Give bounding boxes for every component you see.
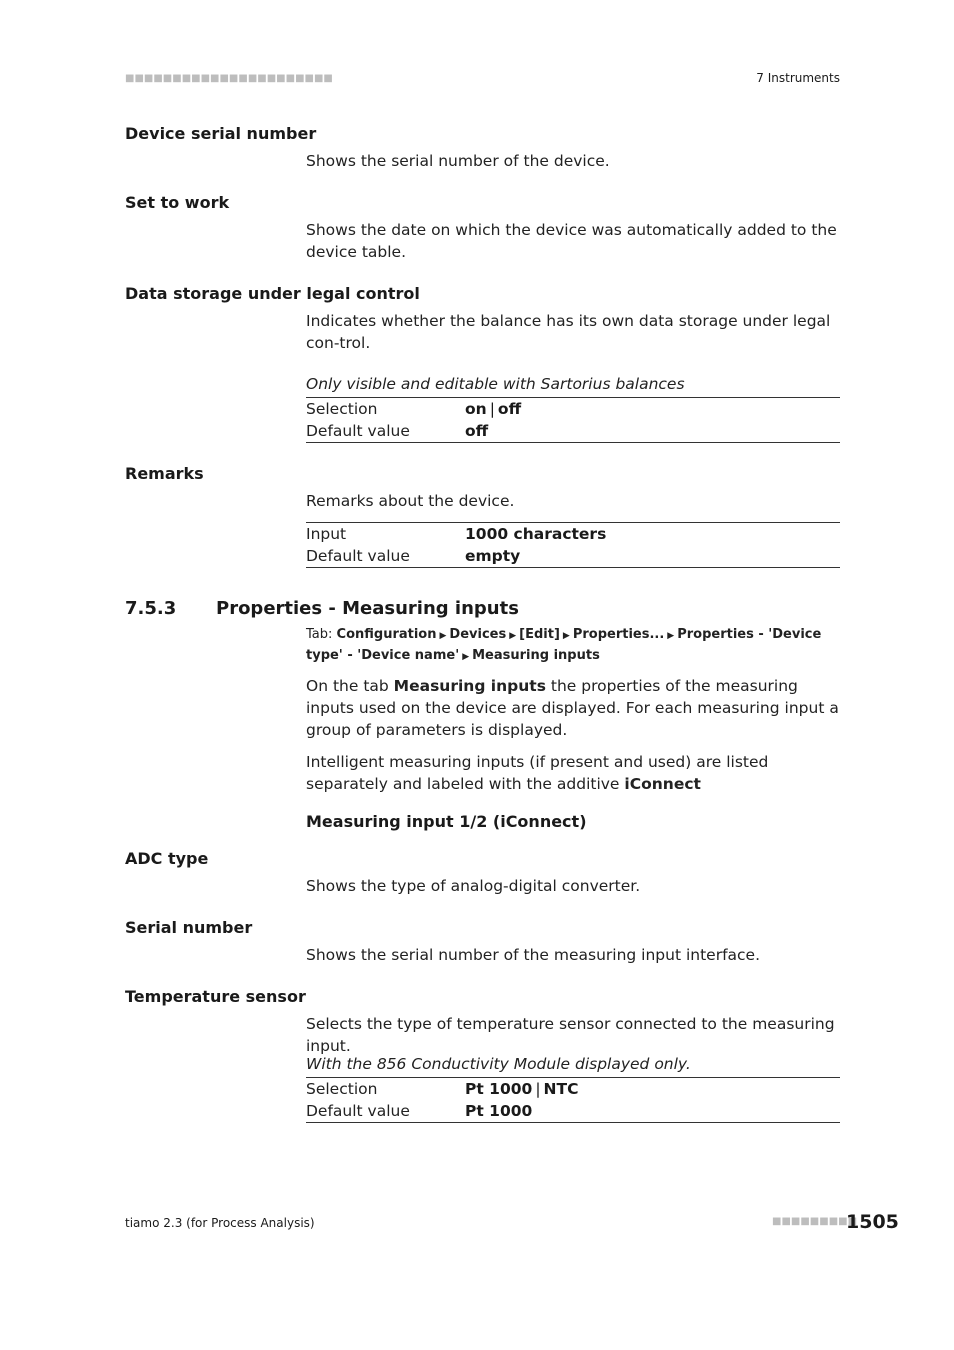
default-label: Default value [306, 422, 410, 440]
term-data-storage: Data storage under legal control [125, 284, 420, 303]
default-value: empty [465, 547, 521, 565]
term-serial-number: Serial number [125, 918, 253, 937]
default-value: Pt 1000 [465, 1102, 533, 1120]
default-value: off [465, 422, 489, 440]
path-prefix: Tab: [306, 627, 333, 642]
table-row [306, 1078, 840, 1100]
term-remarks: Remarks [125, 464, 204, 483]
input-value: 1000 characters [465, 525, 607, 543]
path-item: [Edit] [519, 627, 560, 642]
section-number: 7.5.3 [125, 598, 177, 619]
table-row [306, 545, 840, 567]
input-label: Input [306, 525, 347, 543]
table-temperature-sensor [306, 1077, 840, 1123]
term-adc-type: ADC type [125, 849, 209, 868]
table-row [306, 1100, 840, 1122]
selection-label: Selection [306, 400, 378, 418]
arrow-icon: ▶ [462, 652, 470, 662]
selection-label: Selection [306, 1080, 378, 1098]
selection-value: on | off [465, 400, 522, 418]
arrow-icon: ▶ [439, 631, 447, 641]
arrow-icon: ▶ [667, 631, 675, 641]
path-item: Devices [449, 627, 507, 642]
selection-value: Pt 1000 | NTC [465, 1080, 579, 1098]
desc-data-storage: Indicates whether the balance has its own data storage under legal con-trol. [306, 312, 831, 352]
note-temperature-sensor: With the 856 Conductivity Module displayed only. [306, 1055, 691, 1073]
desc-adc-type: Shows the type of analog-digital converter. [306, 877, 641, 895]
default-label: Default value [306, 1102, 410, 1120]
subheading-measuring-input: Measuring input 1/2 (iConnect) [306, 812, 587, 831]
path-item: Configuration [336, 627, 437, 642]
chapter-title: 7 Instruments [756, 71, 840, 85]
table-row [306, 398, 840, 420]
table-data-storage [306, 397, 840, 443]
desc-temperature-sensor: Selects the type of temperature sensor connected to the measuring input. [306, 1015, 835, 1055]
path-item: Properties - 'Device type' - 'Device name' [306, 627, 822, 663]
table-row [306, 523, 840, 545]
navigation-path [306, 625, 840, 667]
term-device-serial-number: Device serial number [125, 124, 317, 143]
note-data-storage: Only visible and editable with Sartorius balances [306, 375, 685, 393]
arrow-icon: ▶ [562, 631, 570, 641]
desc-serial-number: Shows the serial number of the measuring input interface. [306, 946, 761, 964]
desc-remarks: Remarks about the device. [306, 492, 515, 510]
term-set-to-work: Set to work [125, 193, 230, 212]
path-item: Properties... [572, 627, 665, 642]
desc-set-to-work: Shows the date on which the device was automatically added to the device table. [306, 221, 837, 261]
footer-marker: ■■■■■■■■■ [772, 1216, 858, 1227]
header-marker: ■■■■■■■■■■■■■■■■■■■■■■ [125, 73, 333, 84]
path-item: Measuring inputs [472, 648, 600, 663]
default-label: Default value [306, 547, 410, 565]
page-number: 1505 [846, 1211, 899, 1233]
footer-product: tiamo 2.3 (for Process Analysis) [125, 1216, 315, 1230]
term-temperature-sensor: Temperature sensor [125, 987, 306, 1006]
paragraph-measuring-inputs: On the tab Measuring inputs the properties of the measuring inputs used on the device are displayed. For each measuring input a group of parameters is displayed. [306, 677, 839, 739]
table-row [306, 420, 840, 442]
arrow-icon: ▶ [509, 631, 517, 641]
paragraph-intelligent-inputs: Intelligent measuring inputs (if present and used) are listed separately and labeled with the additive iConnect [306, 753, 769, 793]
desc-device-serial-number: Shows the serial number of the device. [306, 152, 610, 170]
section-title: Properties - Measuring inputs [216, 598, 519, 619]
table-remarks [306, 522, 840, 568]
